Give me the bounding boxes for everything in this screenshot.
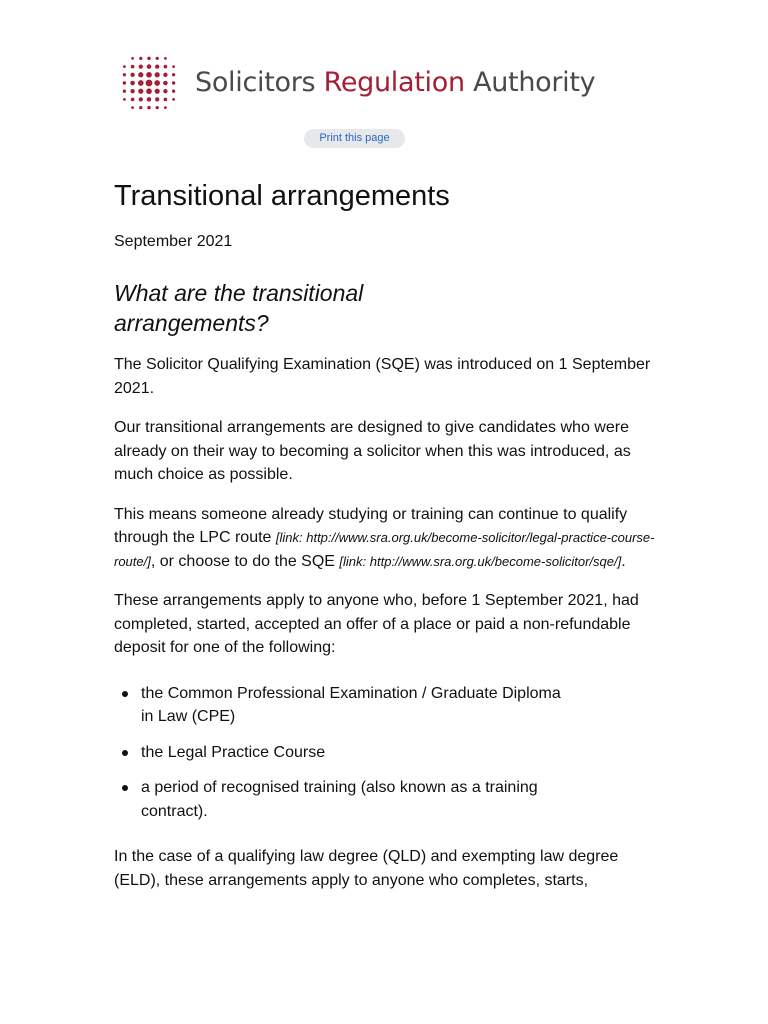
qualification-list — [114, 682, 659, 824]
logo-word-solicitors: Solicitors — [195, 66, 316, 98]
logo-word-regulation: Regulation — [323, 66, 465, 98]
routes-text-2: , or choose to do the SQE — [150, 552, 340, 570]
print-page-button[interactable]: Print this page — [304, 129, 405, 148]
logo-word-authority: Authority — [473, 66, 596, 98]
routes-text-1: This means someone already studying or training can continue to qualify through the LPC route — [114, 505, 628, 546]
list-item: a period of recognised training (also known as a training contract). — [141, 776, 561, 823]
sqe-link[interactable]: [link: http://www.sra.org.uk/become-solicitor/sqe/] — [339, 553, 622, 569]
logo-wordmark — [195, 66, 596, 98]
paragraph-law-degree: In the case of a qualifying law degree (QLD) and exempting law degree (ELD), these arrangements apply to anyone who completes, starts, — [114, 848, 619, 889]
paragraph-applies-to: These arrangements apply to anyone who, before 1 September 2021, had completed, started, accepted an offer of a place or paid a non-refundable deposit for one of the following: — [114, 592, 639, 656]
paragraph-choice: Our transitional arrangements are designed to give candidates who were already on their way to becoming a solicitor when this was introduced, as much choice as possible. — [114, 419, 631, 483]
paragraph-sqe-intro: The Solicitor Qualifying Examination (SQE) was introduced on 1 September 2021. — [114, 356, 651, 397]
routes-text-3: . — [621, 552, 626, 570]
lpc-route-link[interactable]: [link: http://www.sra.org.uk/become-solicitor/legal-practice-course-route/] — [114, 530, 655, 569]
section-heading: What are the transitional arrangements? — [114, 280, 364, 336]
paragraph-routes — [114, 503, 659, 574]
publish-date: September 2021 — [114, 233, 233, 250]
sra-dot-mark-icon — [117, 51, 181, 115]
sra-logo — [117, 50, 595, 116]
article — [114, 176, 659, 892]
list-item: the Common Professional Examination / Graduate Diploma in Law (CPE) — [141, 682, 561, 729]
list-item: the Legal Practice Course — [141, 741, 561, 765]
page-title: Transitional arrangements — [114, 180, 450, 212]
